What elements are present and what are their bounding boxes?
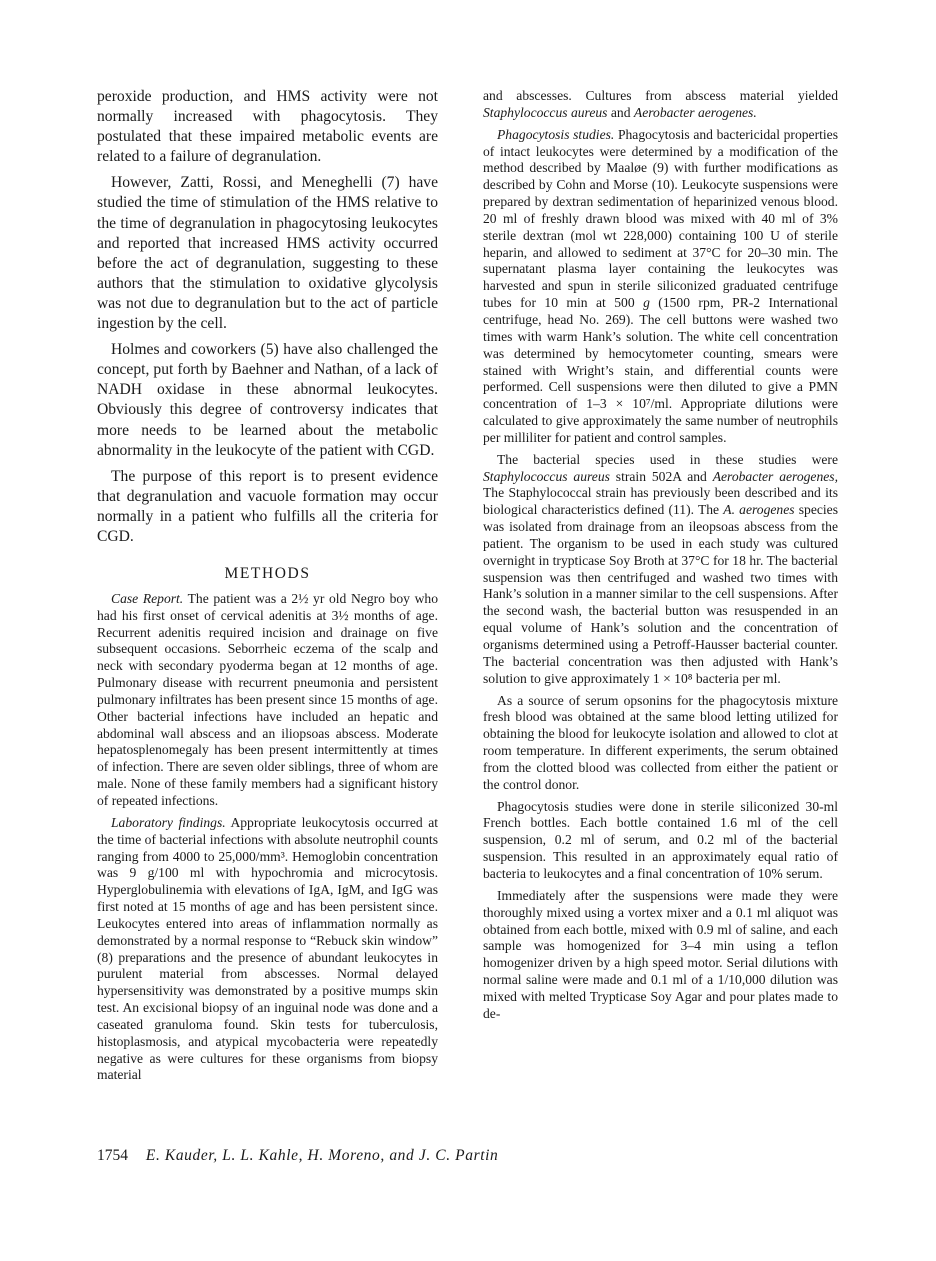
italic-text: Case Report. <box>111 590 184 606</box>
italic-text: Phagocytosis studies. <box>497 126 615 142</box>
body-text: As a source of serum opsonins for the phagocytosis mixture fresh blood was obtained at the same blood letting utilized for obtaining the blood for leukocyte isolation and allowed to clot at room temperature. In different experiments, the serum obtained from the clotted blood was collected from either the patient or the control donor. <box>483 692 838 792</box>
paragraph <box>483 799 838 883</box>
right-column <box>483 88 838 1028</box>
body-text: species was isolated from drainage from an ileopsoas abscess from the patient. The organism to be used in each study was cultured overnight in trypticase Soy Broth at 37°C for 18 hr. The bacterial suspension was then centrifuged and washed two times with Hank’s solution in a manner similar to the cell suspensions. After the second wash, the bacterial button was resuspended in an equal volume of Hank’s solution and the concentration of organisms determined using a Petroff-Hausser bacterial counter. The bacterial concentration was then adjusted with Hank’s solution to give approximately 1 × 10⁸ bacteria per ml. <box>483 502 838 686</box>
paragraph <box>483 452 838 688</box>
paragraph <box>97 815 438 1085</box>
paragraph <box>97 591 438 810</box>
body-text: The patient was a 2½ yr old Negro boy who had his first onset of cervical adenitis at 3½ months of age. Recurrent adenitis required incision and drainage on five subsequent occasions. Seborrheic eczema of the scalp and neck with secondary pyoderma began at 12 months of age. Pulmonary disease with recurrent pneumonia and persistent pulmonary infiltrates has been present since 15 months of age. Other bacterial infections have included an hepatic and abdominal wall abscess and an iliopsoas abscess. Moderate hepatosplenomegaly has been present intermittently at times of infection. There are seven older siblings, three of whom are male. None of these family members had a significant history of repeated infections. <box>97 590 439 808</box>
body-text: The bacterial species used in these studies were <box>497 451 838 467</box>
body-text: Phagocytosis studies were done in sterile siliconized 30-ml French bottles. Each bottle contained 1.6 ml of the cell suspension, 0.2 ml of serum, and 0.2 ml of the bacterial suspension. This resulted in an approximately equal ratio of bacteria to leukocytes and a final concentration of 10% serum. <box>483 798 838 881</box>
author-list: E. Kauder, L. L. Kahle, H. Moreno, and J. C. Partin <box>145 1147 499 1164</box>
paragraph <box>97 467 438 547</box>
paragraph <box>483 127 838 447</box>
body-text: strain 502A and <box>609 468 713 484</box>
body-text: peroxide production, and HMS activity were not normally increased with phagocytosis. They postulated that these impaired metabolic events are related to a failure of degranulation. <box>97 88 438 166</box>
paragraph <box>97 173 438 334</box>
paragraph <box>483 88 838 122</box>
italic-text: Aerobacter aerogenes, <box>712 468 838 484</box>
body-text: and <box>607 104 634 120</box>
paragraph <box>97 340 438 461</box>
italic-text: Aerobacter aerogenes. <box>633 104 757 120</box>
body-text: The purpose of this report is to present evidence that degranulation and vacuole formation may occur normally in a patient who fulfills all the criteria for CGD. <box>97 467 438 545</box>
paragraph <box>97 87 438 167</box>
italic-text: Staphylococcus aureus <box>483 104 608 120</box>
body-text: The Staphylococcal strain has previously been described and its biological characteristics defined (11). The <box>483 485 838 518</box>
body-text: However, Zatti, Rossi, and Meneghelli (7) have studied the time of stimulation of the HMS relative to the time of degranulation in phagocytosing leukocytes and reported that increased HMS activity occurred before the act of degranulation, suggesting to these authors that the stimulation to oxidative glycolysis was not due to degranulation but to the act of particle ingestion by the cell. <box>97 174 438 333</box>
page-number: 1754 <box>97 1147 128 1164</box>
body-text: Holmes and coworkers (5) have also challenged the concept, put forth by Baehner and Nathan, of a lack of NADH oxidase in these abnormal leukocytes. Obviously this degree of controversy indicates that more needs to be learned about the metabolic abnormality in the leukocyte of the patient with CGD. <box>97 341 438 459</box>
paragraph <box>483 888 838 1023</box>
body-text: Phagocytosis and bactericidal properties of intact leukocytes were determined by a modification of the method described by Maaløe (9) with further modifications as described by Cohn and Morse (10). Leukocyte suspensions were prepared by dextran sedimentation of heparinized venous blood. 20 ml of freshly drawn blood was mixed with 40 ml of 3% sterile dextran (mol wt 228,000) containing 100 U of sterile heparin, and allowed to sediment at 37°C for 20–30 min. The supernatant plasma layer containing the leukocytes was harvested and spun in sterile siliconized graduated centrifuge tubes for 10 min at 500 <box>483 126 838 311</box>
italic-text: g <box>643 295 650 311</box>
left-column-intro <box>97 87 438 553</box>
left-column-methods <box>97 566 438 1089</box>
italic-text: Staphylococcus aureus <box>483 468 610 484</box>
italic-text: Laboratory findings. <box>111 814 226 830</box>
body-text: Appropriate leukocytosis occurred at the time of bacterial infections with absolute neutrophil counts ranging from 4000 to 25,000/mm³. Hemoglobin concentration was 9 g/100 ml with hypochromia and microcytosis. Hyperglobulinemia with elevations of IgA, IgM, and IgG was first noted at 15 months of age and has been persistent since. Leukocytes entered into areas of inflammation normally as demonstrated by a normal response to “Rebuck skin window” (8) preparations and the presence of abundant leukocytes in purulent material from abscesses. Normal delayed hypersensitivity was demonstrated by a positive mumps skin test. An excisional biopsy of an inguinal node was done and a caseated granuloma found. Skin tests for tuberculosis, histoplasmosis, and atypical mycobacteria were repeatedly negative as were cultures for these organisms from biopsy material <box>97 814 438 1083</box>
paragraph <box>483 693 838 794</box>
page-footer <box>97 1147 498 1165</box>
section-heading-methods: METHODS <box>224 565 311 582</box>
body-text: Immediately after the suspensions were made they were thoroughly mixed using a vortex mixer and a 0.1 ml aliquot was obtained from each bottle, mixed with 0.9 ml of saline, and each sample was homogenized for 3–4 min using a teflon homogenizer driven by a high speed motor. Serial dilutions with normal saline were made and 0.1 ml of a 1/10,000 dilution was mixed with melted Trypticase Soy Agar and pour plates made to de- <box>483 887 838 1021</box>
italic-text: A. aerogenes <box>723 502 795 518</box>
body-text: (1500 rpm, PR-2 International centrifuge, head No. 269). The cell buttons were washed two times with warm Hank’s solution. The white cell concentration was determined by hemocytometer counting, smears were stained with Wright’s stain, and differential counts were performed. Cell suspensions were then diluted to give a PMN concentration of 1–3 × 10⁷/ml. Appropriate dilutions were calculated to give approximately the same number of neutrophils per milliliter for patient and control samples. <box>483 295 838 445</box>
body-text: and abscesses. Cultures from abscess material yielded <box>483 88 838 103</box>
